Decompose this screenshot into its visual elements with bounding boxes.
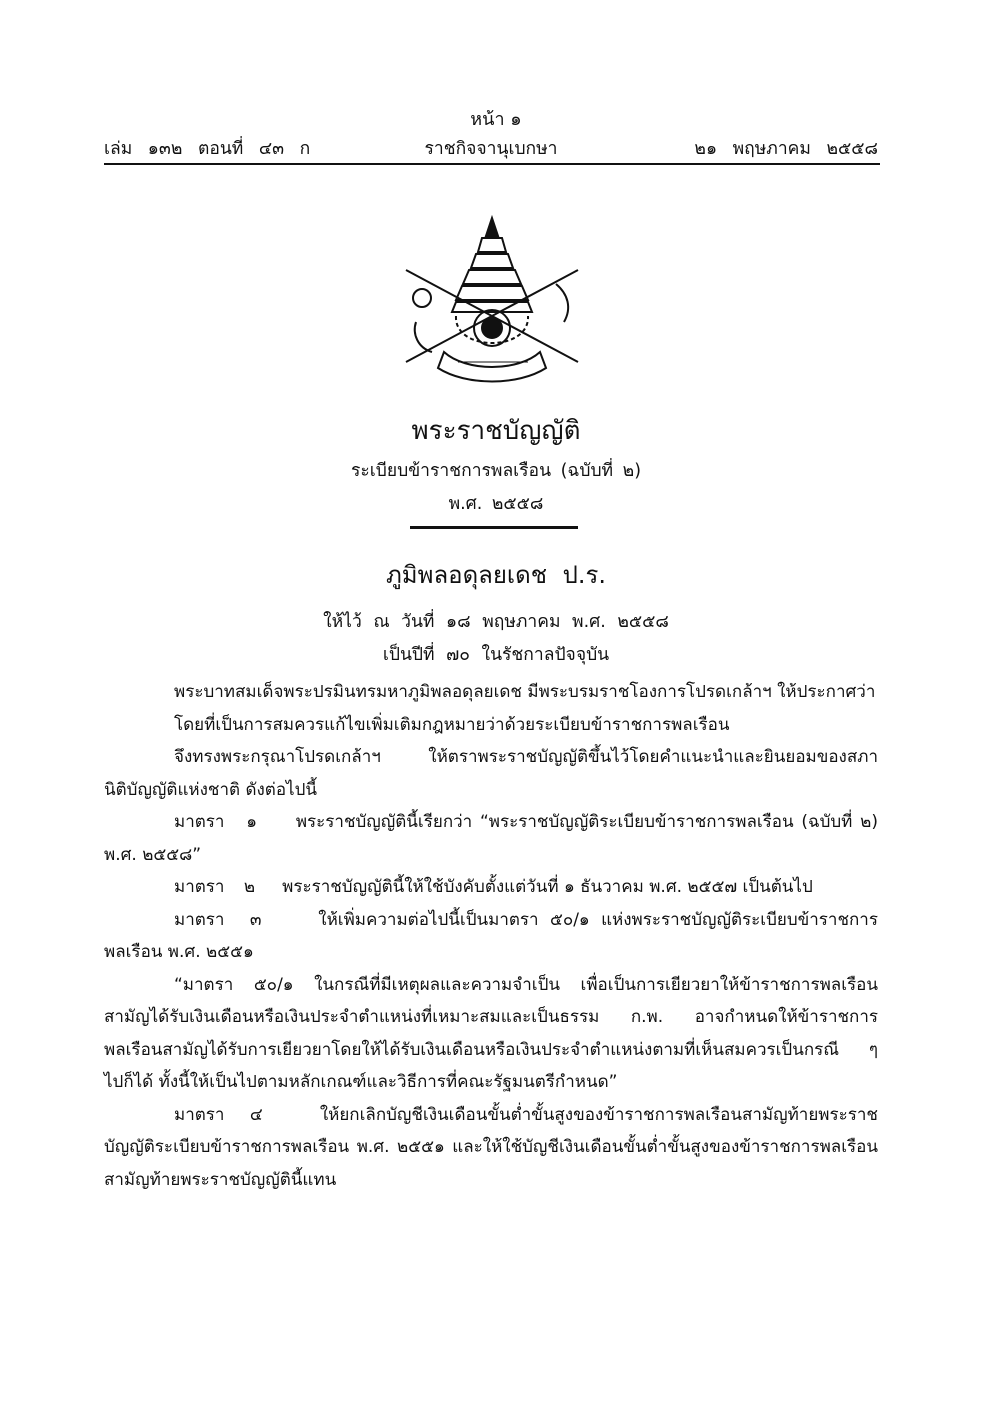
gazette-name: ราชกิจจานุเบกษา — [424, 139, 558, 159]
enactment-paragraph: จึงทรงพระกรุณาโปรดเกล้าฯ ให้ตราพระราชบัญญัติขึ้นไว้โดยคำแนะนำและยินยอมของสภานิติบัญญัติแห่งชาติ ดังต่อไปนี้ — [104, 747, 878, 800]
section-2-label: มาตรา ๒ — [174, 877, 256, 897]
section-2 — [104, 871, 878, 904]
document-year: พ.ศ. ๒๕๕๘ — [448, 494, 544, 514]
volume-info: เล่ม ๑๓๒ ตอนที่ ๔๓ ก — [104, 139, 311, 159]
section-1 — [104, 806, 878, 871]
given-date: ให้ไว้ ณ วันที่ ๑๘ พฤษภาคม พ.ศ. ๒๕๕๘ — [323, 612, 669, 632]
section-4-label: มาตรา ๔ — [174, 1104, 263, 1125]
section-1-label: มาตรา ๑ — [174, 812, 258, 832]
rationale-paragraph: โดยที่เป็นการสมควรแก้ไขเพิ่มเติมกฎหมายว่าด้วยระเบียบข้าราชการพลเรือน — [174, 714, 730, 735]
section-3-text: ให้เพิ่มความต่อไปนี้เป็นมาตรา ๕๐/๑ แห่งพระราชบัญญัติระเบียบข้าราชการพลเรือน พ.ศ. ๒๕๕๑ — [104, 909, 878, 962]
reign-year: เป็นปีที่ ๗๐ ในรัชกาลปัจจุบัน — [382, 645, 610, 665]
section-2-text: พระราชบัญญัตินี้ให้ใช้บังคับตั้งแต่วันที่ ๑ ธันวาคม พ.ศ. ๒๕๕๗ เป็นต้นไป — [282, 877, 813, 897]
document-subtitle: ระเบียบข้าราชการพลเรือน (ฉบับที่ ๒) — [350, 461, 642, 481]
section-3-label: มาตรา ๓ — [174, 909, 262, 930]
header-divider — [104, 163, 880, 165]
section-4 — [104, 1099, 878, 1197]
section-1-text: พระราชบัญญัตินี้เรียกว่า “พระราชบัญญัติระเบียบข้าราชการพลเรือน (ฉบับที่ ๒) พ.ศ. ๒๕๕๘” — [104, 812, 878, 865]
act-body — [104, 676, 878, 1196]
section-4-text: ให้ยกเลิกบัญชีเงินเดือนขั้นต่ำขั้นสูงของข้าราชการพลเรือนสามัญท้ายพระราชบัญญัติระเบียบข้าราชการพลเรือน พ.ศ. ๒๕๕๑ และให้ใช้บัญชีเงินเดือนขั้นต่ำขั้นสูงของข้าราชการพลเรือนสามัญท้ายพระราชบัญญัตินี้แทน — [104, 1104, 878, 1190]
section-3-quote: “มาตรา ๕๐/๑ ในกรณีที่มีเหตุผลและความจำเป็น เพื่อเป็นการเยียวยาให้ข้าราชการพลเรือนสามัญได้รับเงินเดือนหรือเงินประจำตำแหน่งที่เหมาะสมและเป็นธรรม ก.พ. อาจกำหนดให้ข้าราชการพลเรือนสามัญได้รับการเยียวยาโดยให้ได้รับเงินเดือนหรือเงินประจำตำแหน่งตามที่เห็นสมควรเป็นกรณี ๆ ไปก็ได้ ทั้งนี้ให้เป็นไปตามหลักเกณฑ์และวิธีการที่คณะรัฐมนตรีกำหนด” — [104, 974, 878, 1092]
document-title: พระราชบัญญัติ — [411, 416, 581, 446]
royal-emblem-icon — [396, 212, 588, 392]
gazette-date: ๒๑ พฤษภาคม ๒๕๕๘ — [694, 139, 878, 159]
page-number: หน้า ๑ — [470, 109, 522, 130]
title-divider — [410, 526, 578, 529]
gazette-header — [104, 134, 878, 160]
section-3 — [104, 904, 878, 969]
royal-signature-name: ภูมิพลอดุลยเดช ป.ร. — [385, 561, 607, 589]
proclamation-paragraph: พระบาทสมเด็จพระปรมินทรมหาภูมิพลอดุลยเดช มีพระบรมราชโองการโปรดเกล้าฯ ให้ประกาศว่า — [174, 682, 876, 702]
